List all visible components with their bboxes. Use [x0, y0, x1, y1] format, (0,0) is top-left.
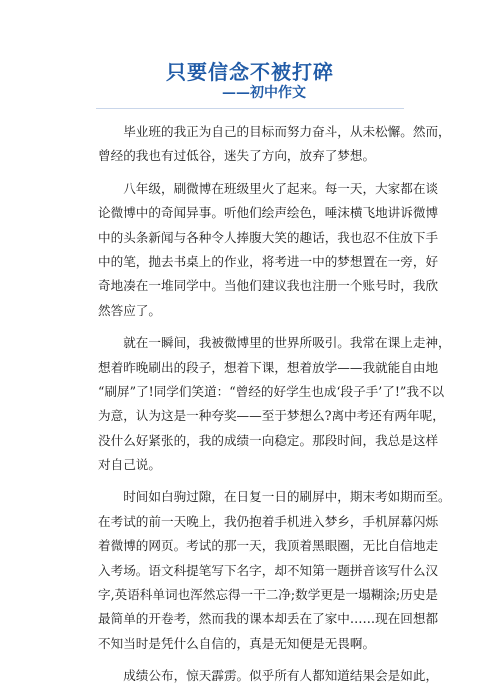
text-line: 想着昨晚刷出的段子，想着下课，想着放学——我就能自由地 [98, 359, 439, 375]
paragraph-gap [98, 169, 424, 177]
paragraph [98, 485, 451, 656]
text-line: 没什么好紧张的，我的成绩一向稳定。那段时间，我总是这样 [98, 432, 439, 448]
text-line: 对自己说。 [98, 457, 161, 473]
paragraph-gap [98, 656, 424, 664]
text-line: 奇地凑在一堆同学中。当他们建议我也注册一个账号时，我欣 [98, 278, 439, 294]
paragraph-gap [98, 477, 424, 485]
text-line: 曾经的我也有过低谷，迷失了方向，放弃了梦想。 [98, 148, 376, 164]
paragraph [98, 331, 451, 477]
text-line: 中的笔，抛去书桌上的作业，将考进一中的梦想置在一旁，好 [98, 253, 439, 269]
text-line: 八年级，刷微博在班级里火了起来。每一天，大家都在谈 [98, 180, 439, 196]
text-line: 为意，认为这是一种夸奖——至于梦想么?离中考还有两年呢， [98, 408, 445, 424]
paragraph [98, 664, 439, 688]
text-line: 在考试的前一天晚上，我仍抱着手机进入梦乡，手机屏幕闪烁 [98, 513, 439, 529]
paragraph [98, 177, 439, 323]
text-line: 字,英语科单词也浑然忘得一干二净;数学更是一塌糊涂;历史是 [98, 587, 438, 603]
paragraph-gap [98, 323, 424, 331]
text-line: 时间如白驹过隙，在日复一日的刷屏中，期末考如期而至。 [98, 489, 451, 505]
article-subtitle: ——初中作文 [222, 85, 306, 101]
text-line: “刷屏”了!同学们笑道：“曾经的好学生也成‘段子手’了!”我不以 [98, 383, 445, 399]
article-body [98, 120, 451, 689]
text-line: 入考场。语文科提笔写下名字，却不知第一题拼音该写什么汉 [98, 562, 439, 578]
text-line: 中的头条新闻与各种令人捧腹大笑的趣话，我也忍不住放下手 [98, 229, 439, 245]
text-line: 最简单的开卷考，然而我的课本却丢在了家中……现在回想都 [98, 611, 439, 627]
text-line: 毕业班的我正为自己的目标而努力奋斗，从未松懈。然而， [98, 124, 451, 139]
text-line: 不知当时是凭什么自信的，真是无知便是无畏啊。 [98, 635, 376, 651]
text-line: 着微博的网页。考试的那一天，我顶着黑眼圈，无比自信地走 [98, 538, 439, 554]
text-line: 然答应了。 [98, 302, 161, 318]
text-line: 论微博中的奇闻异事。听他们绘声绘色，唾沫横飞地讲诉微博 [98, 205, 439, 221]
article-title: 只要信念不被打碎 [166, 60, 334, 84]
text-line: 成绩公布，惊天霹雳。似乎所有人都知道结果会是如此， [98, 668, 439, 684]
title-divider [96, 108, 404, 109]
text-line: 就在一瞬间，我被微博里的世界所吸引。我常在课上走神， [98, 335, 451, 351]
paragraph [98, 120, 451, 169]
